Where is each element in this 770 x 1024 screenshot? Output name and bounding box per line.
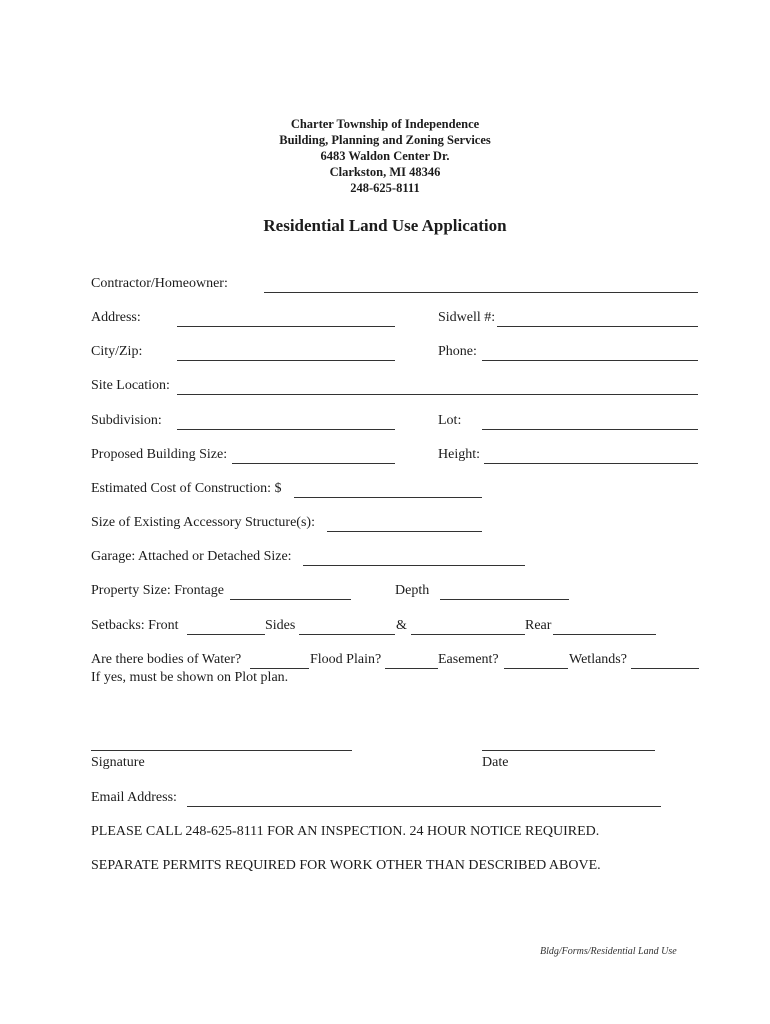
contractor-label: Contractor/Homeowner:	[91, 276, 228, 291]
sidwell-line[interactable]	[497, 326, 698, 327]
form-reference: Bldg/Forms/Residential Land Use	[540, 946, 677, 957]
plot-plan-note: If yes, must be shown on Plot plan.	[91, 670, 289, 685]
date-line[interactable]	[482, 750, 655, 751]
frontage-line[interactable]	[230, 599, 351, 600]
signature-line[interactable]	[91, 750, 352, 751]
department-name: Building, Planning and Zoning Services	[279, 133, 491, 147]
ampersand-label: &	[396, 618, 407, 633]
contractor-line[interactable]	[264, 292, 698, 293]
subdivision-row	[91, 413, 701, 431]
depth-label: Depth	[395, 583, 430, 598]
garage-row	[91, 549, 701, 567]
cityzip-label: City/Zip:	[91, 344, 143, 359]
rear-label: Rear	[525, 618, 552, 633]
front-line[interactable]	[187, 634, 265, 635]
subdivision-label: Subdivision:	[91, 413, 162, 428]
lot-label: Lot:	[438, 413, 462, 428]
sides-line-1[interactable]	[299, 634, 395, 635]
building-size-row	[91, 447, 701, 465]
rear-line[interactable]	[553, 634, 656, 635]
city-state-zip: Clarkston, MI 48346	[329, 165, 441, 179]
sidwell-label: Sidwell #:	[438, 310, 496, 325]
signature-label: Signature	[91, 755, 145, 770]
address-label: Address:	[91, 310, 141, 325]
easement-label: Easement?	[438, 652, 499, 667]
inspection-notice: PLEASE CALL 248-625-8111 FOR AN INSPECTION. 24 HOUR NOTICE REQUIRED.	[91, 824, 600, 839]
depth-line[interactable]	[440, 599, 569, 600]
water-line[interactable]	[250, 668, 309, 669]
cityzip-row	[91, 344, 701, 362]
contractor-row	[91, 276, 701, 294]
lot-line[interactable]	[482, 429, 698, 430]
height-label: Height:	[438, 447, 480, 462]
site-location-label: Site Location:	[91, 378, 170, 393]
garage-label: Garage: Attached or Detached Size:	[91, 549, 292, 564]
property-size-row	[91, 583, 701, 601]
garage-line[interactable]	[303, 565, 525, 566]
height-line[interactable]	[484, 463, 698, 464]
cost-row	[91, 481, 701, 499]
phone-label: Phone:	[438, 344, 477, 359]
street-address: 6483 Waldon Center Dr.	[320, 149, 450, 163]
accessory-row	[91, 515, 701, 533]
email-label: Email Address:	[91, 790, 177, 805]
email-row	[91, 790, 701, 808]
setbacks-row	[91, 618, 701, 636]
sides-label: Sides	[265, 618, 296, 633]
township-name: Charter Township of Independence	[290, 117, 480, 131]
cost-label: Estimated Cost of Construction: $	[91, 481, 282, 496]
cityzip-line[interactable]	[177, 360, 395, 361]
flood-label: Flood Plain?	[310, 652, 382, 667]
address-row	[91, 310, 701, 328]
township-phone: 248-625-8111	[350, 181, 420, 195]
date-label: Date	[482, 755, 509, 770]
form-title: Residential Land Use Application	[263, 216, 507, 235]
cost-line[interactable]	[294, 497, 482, 498]
email-line[interactable]	[187, 806, 661, 807]
setbacks-front-label: Setbacks: Front	[91, 618, 179, 633]
building-size-label: Proposed Building Size:	[91, 447, 228, 462]
sides-line-2[interactable]	[411, 634, 525, 635]
township-header	[0, 116, 770, 196]
frontage-label: Property Size: Frontage	[91, 583, 224, 598]
environment-row	[91, 652, 701, 670]
water-label: Are there bodies of Water?	[91, 652, 242, 667]
phone-line[interactable]	[482, 360, 698, 361]
wetlands-line[interactable]	[631, 668, 699, 669]
easement-line[interactable]	[504, 668, 568, 669]
accessory-line[interactable]	[327, 531, 482, 532]
address-line[interactable]	[177, 326, 395, 327]
accessory-label: Size of Existing Accessory Structure(s):	[91, 515, 315, 530]
site-location-line[interactable]	[177, 394, 698, 395]
flood-line[interactable]	[385, 668, 438, 669]
building-size-line[interactable]	[232, 463, 395, 464]
subdivision-line[interactable]	[177, 429, 395, 430]
permits-notice: SEPARATE PERMITS REQUIRED FOR WORK OTHER THAN DESCRIBED ABOVE.	[91, 858, 601, 873]
wetlands-label: Wetlands?	[569, 652, 627, 667]
site-location-row	[91, 378, 701, 396]
